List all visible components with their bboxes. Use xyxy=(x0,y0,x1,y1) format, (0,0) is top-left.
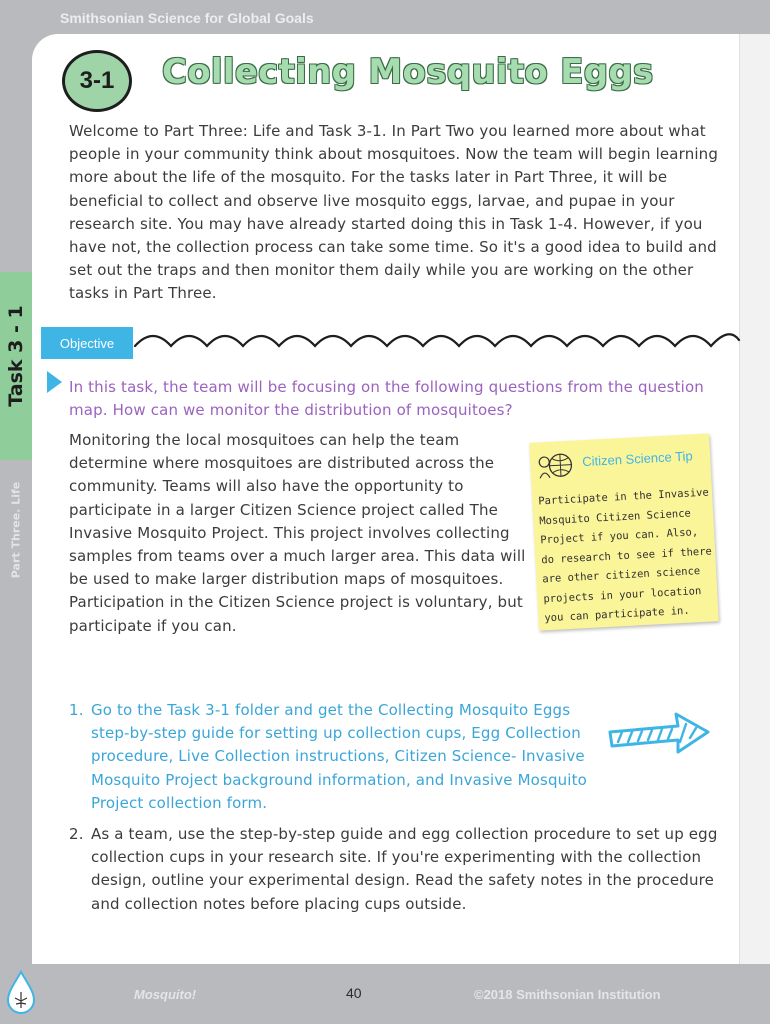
task-number-badge: 3-1 xyxy=(62,50,132,112)
tip-title: Citizen Science Tip xyxy=(581,448,694,470)
body-paragraph: Monitoring the local mosquitoes can help the team determine where mosquitoes are distributed across the community. Teams will also have the opportunity to participate in a larger Citizen Science project called The Invasive Mosquito Project. This project involves collecting samples from teams over a much larger area. This data will be used to make larger distribution maps of mosquitoes. Participation in the Citizen Science project is voluntary, but participate if you can. xyxy=(69,431,526,635)
wavy-divider xyxy=(133,322,741,362)
citizen-science-tip-card xyxy=(529,433,719,630)
side-task-tab-label: Task 3 - 1 xyxy=(5,305,27,407)
tip-body: Participate in the Invasive Mosquito Citizen Science Project if you can. Also, do research to see if there are other citizen science projects in your location you can participate in. xyxy=(537,486,713,625)
step-text: As a team, use the step-by-step guide and egg collection procedure to set up egg collection cups in your research site. If you're experimenting with the collection design, outline your experimental design. Read the safety notes in the procedure and collection notes before placing cups outside. xyxy=(91,825,718,913)
step-number: 1. xyxy=(69,701,84,719)
step-number: 2. xyxy=(69,825,84,843)
footer-book-title: Mosquito! xyxy=(134,987,197,1002)
footer-copyright: ©2018 Smithsonian Institution xyxy=(474,987,661,1002)
objective-arrow-icon xyxy=(47,371,62,393)
objective-tag: Objective xyxy=(41,327,133,359)
arrow-right-icon xyxy=(608,710,712,756)
objective-text: In this task, the team will be focusing on the following questions from the question map. How can we monitor the distribution of mosquitoes? xyxy=(69,378,704,420)
list-item xyxy=(69,823,735,916)
mosquito-drop-icon xyxy=(4,970,38,1016)
side-part-label: Part Three. Life xyxy=(9,481,23,579)
globe-icon xyxy=(536,450,578,482)
page-edge xyxy=(739,34,770,964)
page-title: Collecting Mosquito Eggs xyxy=(162,52,654,92)
list-item xyxy=(69,699,609,815)
intro-paragraph: Welcome to Part Three: Life and Task 3-1. In Part Two you learned more about what people in your community think about mosquitoes. Now the team will begin learning more about the life of the mosquito. For the tasks later in Part Three, it will be beneficial to collect and observe live mosquito eggs, larvae, and pupae in your research site. You may have already started doing this in Task 1-4. However, if you have not, the collection process can take some time. So it's a good idea to build and set out the traps and then monitor them daily while you are working on the other tasks in Part Three. xyxy=(69,122,719,303)
step-text: Go to the Task 3-1 folder and get the Collecting Mosquito Eggs step-by-step guide for setting up collection cups, Egg Collection procedure, Live Collection instructions, Citizen Science- Invasive Mosquito Project background information, and Invasive Mosquito Project collection form. xyxy=(91,701,587,812)
header-brand: Smithsonian Science for Global Goals xyxy=(60,10,314,26)
page-number: 40 xyxy=(346,985,362,1001)
